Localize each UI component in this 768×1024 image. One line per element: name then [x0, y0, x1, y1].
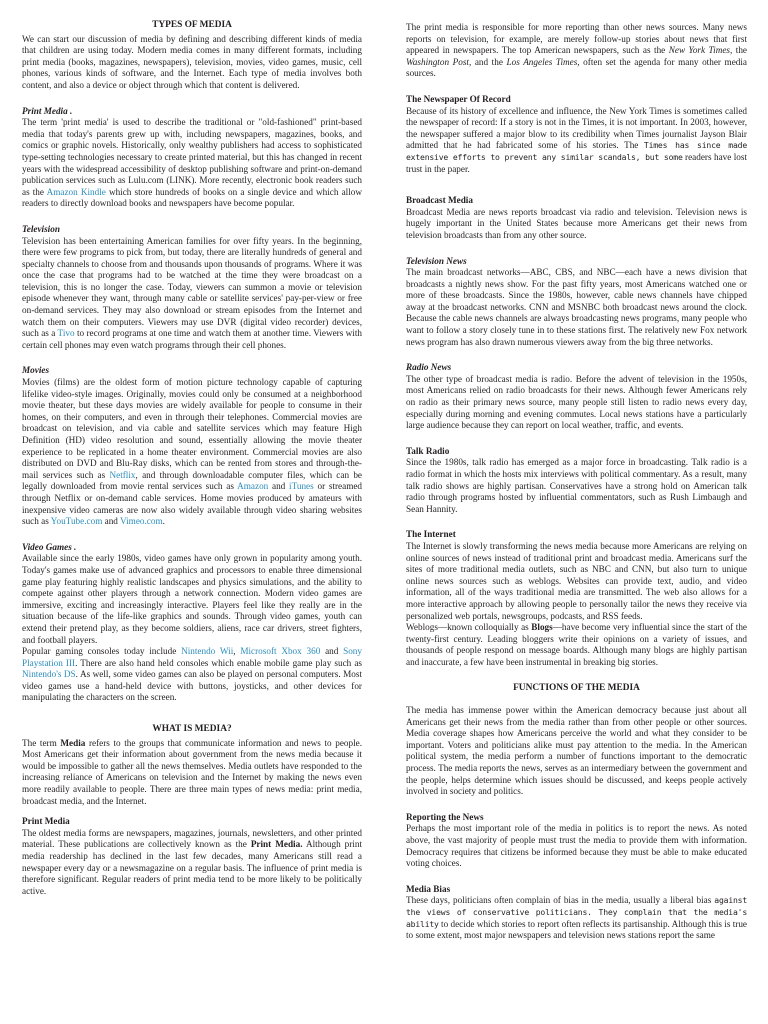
amazon-link[interactable]: Amazon — [237, 481, 269, 492]
tivo-link[interactable]: Tivo — [57, 328, 75, 339]
nintendo-wii-link[interactable]: Nintendo Wii — [181, 646, 234, 657]
talk-radio-heading: Talk Radio — [406, 445, 450, 456]
television-paragraph: Television has been entertaining American families for over fifty years. In the beginning, there were few programs to pick from, but today, there are literally hundreds of general and specialty channels to choose from and thousands upon thousands of programs. Where it was once the case that programs had to be watched at the time they were broadcast on a television, this is no longer the case. Today, viewers can summon a movie or television episode whenever they want, through many cable or satellite services' pay-per-view or free on-demand services. They may also download or stream episodes from the Internet and watch them on their computers. Viewers may use DVR (digital video recorder) devices, such as a Tivo to record programs at one time and watch them at another time. Viewers with certain cell phones may even watch programs through their cell phones. — [22, 235, 363, 350]
functions-paragraph: The media has immense power within the American democracy because just about all Americans get their news from the media rather than from other people or other sources. Media coverage shapes how Americans perceive the world and what they consider to be important. Voters and politicians alike must pay attention to the media. In the American political system, the media perform a number of functions important to the democratic process. The media reports the news, serves as an intermediary between the government and the people, helps determine which issues should be discussed, and keeps people actively involved in society and politics. — [406, 705, 747, 797]
what-is-media-paragraph: The term Media refers to the groups that communicate information and news to people. Most Americans get their information about government from the news media because it would be impossible to gather all the news themselves. Media outlets have responded to the increasing reliance of Americans on television and the Internet by making the news even more readily available to people. There are three main types of news media: print media, broadcast media, and the Internet. — [22, 737, 363, 806]
newspaper-of-record-heading: The Newspaper Of Record — [406, 93, 511, 104]
print-media-subheading: Print Media — [22, 816, 70, 827]
types-of-media-title: TYPES OF MEDIA — [152, 20, 232, 30]
reporting-news-paragraph: Perhaps the most important role of the media in politics is to report the news. As noted above, the vast majority of people must trust the media to provide them with information. Democracy requires that citizens be informed because they must be able to make educated voting choices. — [406, 823, 747, 869]
broadcast-media-heading: Broadcast Media — [406, 195, 473, 206]
movies-paragraph: Movies (films) are the oldest form of motion picture technology capable of capturing lifelike video-style images. Originally, movies could only be consumed at a neighborhood movie theater, but these days movies are widely available for people to consume in their homes, on their computers, and even in through their telephones. Commercial movies are broadcast on television, and via cable and satellite services which may feature High Definition (HD) video resolution and sound, essentially allowing the movie theater experience to be replicated in a home theater environment. Commercial movies are also distributed on DVD and Blu-Ray disks, which can be rented from stores and through-the-mail services such as Netflix, and through downloadable computer files, which can be legally downloaded from movie rental services such as Amazon and iTunes or streamed through Netflix or on-demand cable services. Home movies produced by amateurs with inexpensive video cameras are now also widely available through video sharing websites such as YouTube.com and Vimeo.com. — [22, 377, 363, 527]
left-column — [22, 20, 362, 897]
itunes-link[interactable]: iTunes — [289, 481, 314, 492]
weblogs-paragraph: Weblogs—known colloquially as Blogs—have become very influential since the start of the twenty-first century. Leading bloggers write their opinions on a variety of issues, and thousands of people respond on message boards. Although many blogs are highly partisan and inaccurate, a few have been instrumental in breaking big stories. — [406, 622, 747, 667]
netflix-link[interactable]: Netflix — [109, 469, 136, 480]
functions-of-media-title: FUNCTIONS OF THE MEDIA — [513, 682, 640, 693]
amazon-kindle-link[interactable]: Amazon Kindle — [46, 186, 106, 197]
movies-heading: Movies — [22, 365, 50, 376]
nintendo-ds-link[interactable]: Nintendo's DS — [22, 669, 76, 680]
print-media-definition: The oldest media forms are newspapers, magazines, journals, newsletters, and other printed material. These publications are collectively known as the Print Media. Although print media readership has declined in the last few decades, many Americans still read a newspaper every day or a newsmagazine on a regular basis. The influence of print media is therefore significant. Regular readers of print media tend to be more likely to be politically active. — [22, 827, 362, 896]
media-bias-heading: Media Bias — [406, 883, 451, 894]
reporting-news-heading: Reporting the News — [406, 811, 484, 822]
what-is-media-title: WHAT IS MEDIA? — [152, 724, 232, 735]
print-media-heading: Print Media . — [22, 105, 73, 116]
media-bias-paragraph: These days, politicians often complain of bias in the media, usually a liberal bias against the views of conservative politicians. They complain that the media's ability to decide which stories to report often reflects its partisanship. Although this is true to some extent, most major newspapers and television news stations report the same — [406, 895, 748, 941]
television-heading: Television — [22, 223, 60, 234]
consoles-paragraph: Popular gaming consoles today include Nintendo Wii, Microsoft Xbox 360 and Sony Playstation III. There are also hand held consoles which enable mobile game play such as Nintendo's DS. As well, some video games can also be played on personal computers. Most video games use a hand-held device with buttons, joysticks, and other devices for manipulating the characters on the screen. — [22, 646, 362, 703]
youtube-link[interactable]: YouTube.com — [50, 516, 103, 527]
television-news-paragraph: The main broadcast networks—ABC, CBS, and NBC—each have a news division that broadcasts a nightly news show. For the past fifty years, most Americans watched one or more of these broadcasts. Since the 1980s, however, cable news channels have chipped away at the broadcast networks. CNN and MSNBC both broadcast news around the clock. Because the cable news channels are always broadcasting news programs, many people who want to follow a story closely tune in to these stations first. The relatively new Fox network news program has also drawn numerous viewers away from the big three networks. — [406, 267, 747, 347]
types-intro: We can start our discussion of media by defining and describing different kinds of media that children are using today. Modern media comes in many different formats, including print media (books, magazines, newspapers), television, movies, video games, music, cell phones, various kinds of software, and the Internet. Each type of media involves both content, and also a device or object through which that content is delivered. — [22, 33, 362, 90]
broadcast-media-paragraph: Broadcast Media are news reports broadcast via radio and television. Television news is hugely important in the United States because more Americans get their news from television broadcasts than from any other source. — [406, 206, 747, 240]
video-games-heading: Video Games . — [22, 541, 77, 552]
print-media-paragraph: The term 'print media' is used to describe the traditional or "old-fashioned" print-based media that today's parents grew up with, including newspapers, magazines, books, and comics or graphic novels. Historically, only wealthy publishers had access to sophisticated type-setting technologies necessary to create printed material, but this has changed in recent years with the widespread accessibility of desktop publishing software and print-on-demand publication services such as Lulu.com (LINK). More recently, electronic book readers such as the Amazon Kindle which store hundreds of books on a single device and which allow readers to directly download books and newspapers have become popular. — [22, 117, 362, 209]
right-column — [406, 22, 747, 942]
internet-heading: The Internet — [406, 529, 456, 540]
print-media-continued: The print media is responsible for more reporting than other news sources. Many news reports on television, for example, are merely follow-up stories about news that first appeared in newspapers. The top American newspapers, such as the New York Times, the Washington Post, and the Los Angeles Times, often set the agenda for many other media sources. — [406, 22, 748, 79]
radio-news-paragraph: The other type of broadcast media is radio. Before the advent of television in the 1950s, most Americans relied on radio broadcasts for their news. Although fewer Americans rely on radio as their primary news source, many people still listen to radio news every day, especially during morning and evening commutes. Local news stations have a particularly large audience because they can report on local weather, traffic, and events. — [406, 373, 747, 431]
internet-paragraph: The Internet is slowly transforming the news media because more Americans are relying on online sources of news instead of traditional print and broadcast media. Americans surf the sites of more traditional media outlets, such as NBC and CNN, but also turn to unique online news sources such as weblogs. Websites can provide text, audio, and video information, all of the ways traditional media are transmitted. The web also allows for a more interactive approach by allowing people to personally tailor the news they receive via personalized web portals, newsgroups, podcasts, and RSS feeds. — [406, 540, 747, 621]
newspaper-of-record-paragraph: Because of its history of excellence and influence, the New York Times is sometimes called the newspaper of record: If a story is not in the Times, it is not important. In 2003, however, the newspaper suffered a major blow to its credibility when Times journalist Jayson Blair admitted that he had fabricated some of his stories. The Times has since made extensive efforts to prevent any similar scandals, but some readers have lost trust in the paper. — [406, 105, 748, 174]
radio-news-heading: Radio News — [406, 362, 452, 373]
xbox-link[interactable]: Microsoft Xbox 360 — [240, 646, 321, 657]
television-news-heading: Television News — [406, 255, 467, 266]
video-games-paragraph: Available since the early 1980s, video games have only grown in popularity among youth. Today's games make use of advanced graphics and processors to enable three dimensional game play featuring highly realistic landscapes and physics simulations, and the ability to compete against other players through a network connection. Modern video games are immersive, exciting and increasingly interactive. Players feel like they really are in the situation because of the life-like graphics and sounds. Through video games, youth can extend their pretend play, as they become soldiers, aliens, race car drivers, street fighters, and football players. — [22, 553, 362, 645]
vimeo-link[interactable]: Vimeo.com — [120, 516, 163, 527]
talk-radio-paragraph: Since the 1980s, talk radio has emerged as a major force in broadcasting. Talk radio is a radio format in which the hosts mix interviews with political commentary. As a result, many talk radio shows are highly partisan. Conservatives have a strong hold on American talk radio through programs hosted by influential commentators, such as Rush Limbaugh and Sean Hannity. — [406, 457, 747, 514]
playstation-link[interactable]: Sony Playstation III — [22, 646, 362, 668]
